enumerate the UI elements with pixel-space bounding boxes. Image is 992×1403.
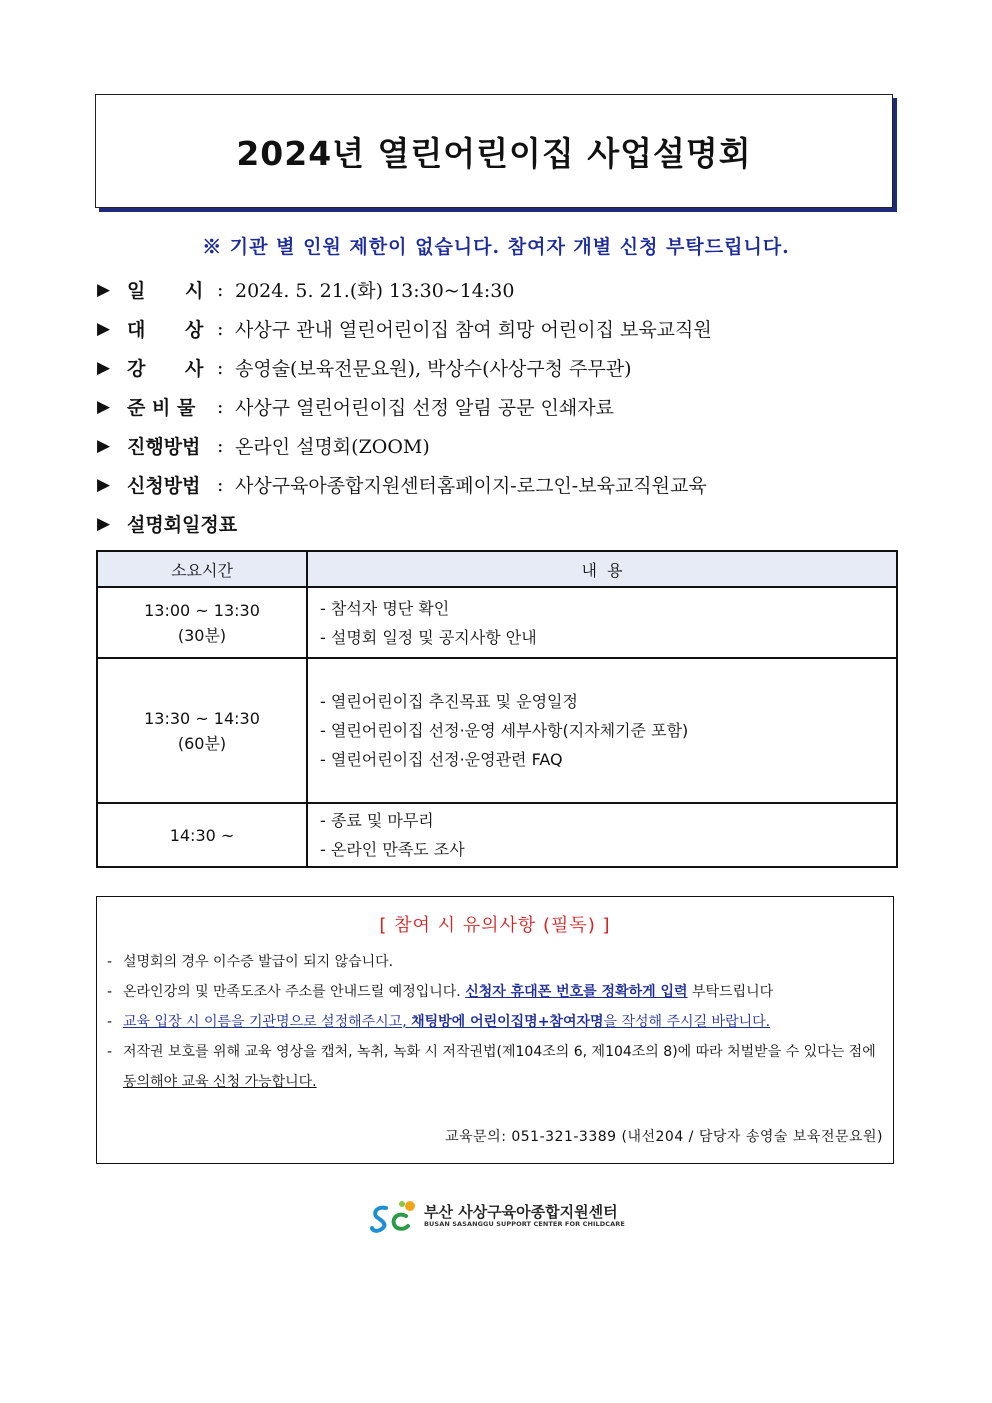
content-cell	[307, 658, 897, 803]
emphasis-text: 을 작성해 주시길 바랍니다.	[603, 1014, 771, 1030]
colon: :	[217, 356, 224, 379]
list-item: - 교육 입장 시 이름을 기관명으로 설정해주시고, 채팅방에 어린이집명+참여자명을 작성해 주시길 바랍니다.	[107, 1014, 771, 1030]
info-row-method	[97, 426, 897, 465]
emphasis-text: 신청자 휴대폰 번호를 정확하게 입력	[465, 984, 688, 1000]
caution-list	[97, 947, 893, 1097]
triangle-bullet-icon: ▶	[97, 513, 111, 534]
content-item: - 열린어린이집 선정·운영관련 FAQ	[320, 750, 563, 769]
content-cell	[307, 587, 897, 658]
triangle-bullet-icon: ▶	[97, 396, 111, 417]
table-header-row	[97, 551, 897, 587]
org-name: 부산 사상구육아종합지원센터	[424, 1203, 618, 1221]
caution-heading: [ 참여 시 유의사항 (필독) ]	[379, 915, 611, 936]
info-value: 사상구 열린어린이집 선정 알림 공문 인쇄자료	[235, 397, 614, 419]
content-item: - 참석자 명단 확인	[320, 598, 450, 618]
time-cell	[97, 587, 307, 658]
info-row-apply	[97, 465, 897, 504]
info-label: 신청방법	[127, 475, 201, 497]
triangle-bullet-icon: ▶	[97, 318, 111, 339]
emphasis-text: 채팅방에 어린이집명+참여자명	[411, 1014, 604, 1030]
duration: (60분)	[177, 733, 227, 753]
caution-text: 부탁드립니다	[687, 984, 774, 1000]
content-cell	[307, 803, 897, 867]
title-box	[95, 94, 893, 208]
list-item: - 설명회의 경우 이수증 발급이 되지 않습니다.	[107, 954, 394, 970]
info-row-date	[97, 270, 897, 309]
info-label: 설명회일정표	[127, 514, 238, 536]
column-header-content	[307, 551, 897, 587]
caution-box	[96, 896, 894, 1164]
colon: :	[217, 473, 224, 496]
notice-text: ※ 기관 별 인원 제한이 없습니다. 참여자 개별 신청 부탁드립니다.	[202, 236, 790, 258]
duration: (30분)	[177, 625, 227, 645]
center-logo-icon	[370, 1198, 418, 1234]
colon: :	[217, 434, 224, 457]
time-cell	[97, 803, 307, 867]
info-value: 온라인 설명회(ZOOM)	[235, 436, 430, 458]
list-item: - 온라인강의 및 만족도조사 주소를 안내드릴 예정입니다. 신청자 휴대폰 번호를 정확하게 입력 부탁드립니다	[107, 984, 774, 1000]
content-item: - 설명회 일정 및 공지사항 안내	[320, 627, 537, 647]
info-label: 대 상	[127, 319, 204, 341]
table-row	[97, 587, 897, 658]
page-title: 2024년 열린어린이집 사업설명회	[236, 133, 752, 173]
time-range: 13:00 ~ 13:30	[144, 600, 260, 620]
info-label: 준 비 물	[127, 397, 196, 419]
info-list	[97, 270, 897, 543]
list-item: - 저작권 보호를 위해 교육 영상을 캡처, 녹취, 녹화 시 저작권법(제104조의 6, 제104조의 8)에 따라 처벌받을 수 있다는 점에 동의해야 교육 신청 가능합니다.	[107, 1044, 876, 1090]
triangle-bullet-icon: ▶	[97, 279, 111, 300]
time-cell	[97, 658, 307, 803]
info-row-lecturer	[97, 348, 897, 387]
triangle-bullet-icon: ▶	[97, 435, 111, 456]
info-value: 송영술(보육전문요원), 박상수(사상구청 주무관)	[235, 358, 632, 380]
table-row	[97, 803, 897, 867]
time-range: 14:30 ~	[169, 825, 235, 845]
contact-info: 교육문의: 051-321-3389 (내선204 / 담당자 송영술 보육전문요원)	[445, 1129, 883, 1145]
info-row-target	[97, 309, 897, 348]
info-label: 강 사	[127, 358, 204, 380]
caution-text: 설명회의 경우 이수증 발급이 되지 않습니다.	[123, 954, 394, 970]
info-row-materials	[97, 387, 897, 426]
emphasis-text: 교육 입장 시 이름을 기관명으로 설정해주시고,	[123, 1014, 412, 1030]
colon: :	[217, 278, 224, 301]
content-item: - 열린어린이집 추진목표 및 운영일정	[320, 692, 578, 711]
footer-logo	[370, 1196, 625, 1236]
emphasis-text: 동의해야 교육 신청 가능합니다.	[123, 1074, 317, 1090]
table-row	[97, 658, 897, 803]
schedule-table	[96, 550, 898, 868]
content-item: - 온라인 만족도 조사	[320, 840, 465, 859]
info-row-schedule-heading	[97, 504, 897, 543]
info-label: 일 시	[127, 280, 204, 302]
time-range: 13:30 ~ 14:30	[144, 708, 260, 728]
triangle-bullet-icon: ▶	[97, 357, 111, 378]
org-name-en: BUSAN SASANGGU SUPPORT CENTER FOR CHILDCARE	[424, 1220, 625, 1228]
triangle-bullet-icon: ▶	[97, 474, 111, 495]
info-value: 사상구 관내 열린어린이집 참여 희망 어린이집 보육교직원	[235, 319, 712, 341]
caution-text: 온라인강의 및 만족도조사 주소를 안내드릴 예정입니다.	[123, 984, 466, 1000]
column-header-time: 소요시간	[97, 551, 307, 587]
column-header-content-label: 내 용	[581, 560, 623, 580]
colon: :	[217, 395, 224, 418]
colon: :	[217, 317, 224, 340]
content-item: - 열린어린이집 선정·운영 세부사항(지자체기준 포함)	[320, 721, 689, 740]
caution-text: 저작권 보호를 위해 교육 영상을 캡처, 녹취, 녹화 시 저작권법(제104조의 6, 제104조의 8)에 따라 처벌받을 수 있다는 점에	[123, 1044, 876, 1060]
info-label: 진행방법	[127, 436, 201, 458]
info-value: 사상구육아종합지원센터홈페이지-로그인-보육교직원교육	[235, 475, 707, 497]
info-value: 2024. 5. 21.(화) 13:30~14:30	[235, 280, 515, 302]
content-item: - 종료 및 마무리	[320, 811, 434, 830]
